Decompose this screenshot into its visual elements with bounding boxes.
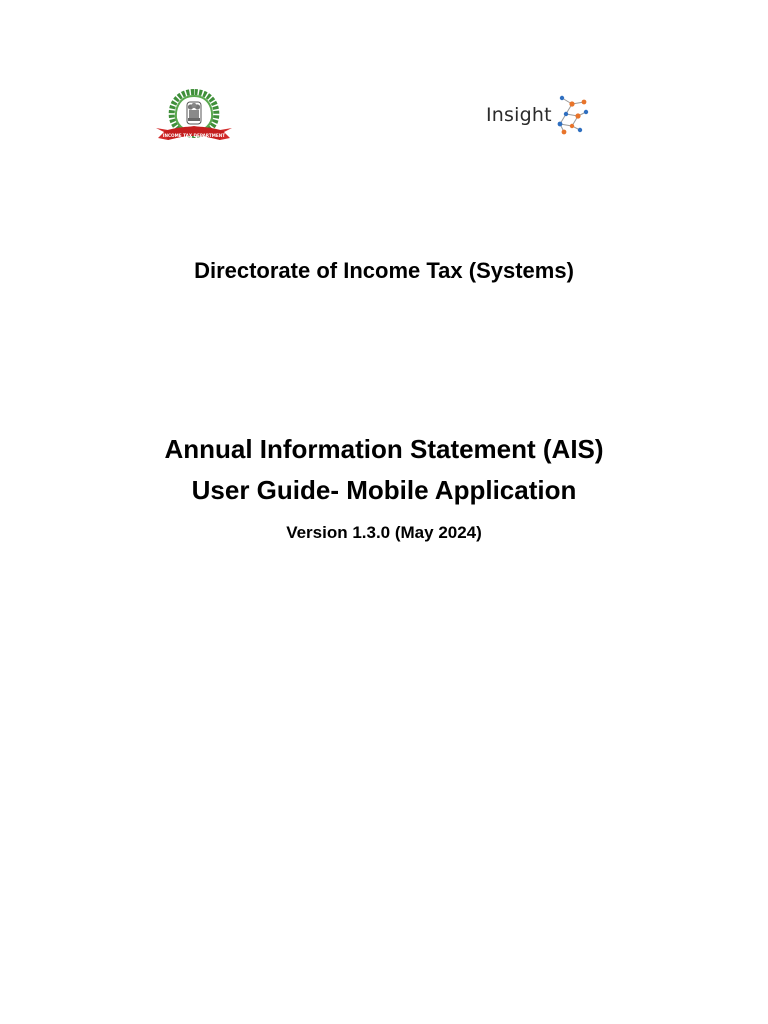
network-nodes-icon: [550, 94, 594, 136]
insight-logo-word: Insight: [486, 104, 552, 126]
document-version: Version 1.3.0 (May 2024): [286, 523, 482, 542]
income-tax-department-logo: [154, 88, 234, 152]
document-title-line-2: User Guide- Mobile Application: [191, 475, 577, 505]
organization-heading: Directorate of Income Tax (Systems): [194, 258, 574, 283]
insight-logo: [484, 94, 596, 136]
document-title-line-1: Annual Information Statement (AIS): [164, 434, 604, 464]
income-tax-department-emblem-icon: [154, 88, 234, 152]
emblem-ribbon-text: INCOME TAX DEPARTMENT: [162, 133, 226, 138]
